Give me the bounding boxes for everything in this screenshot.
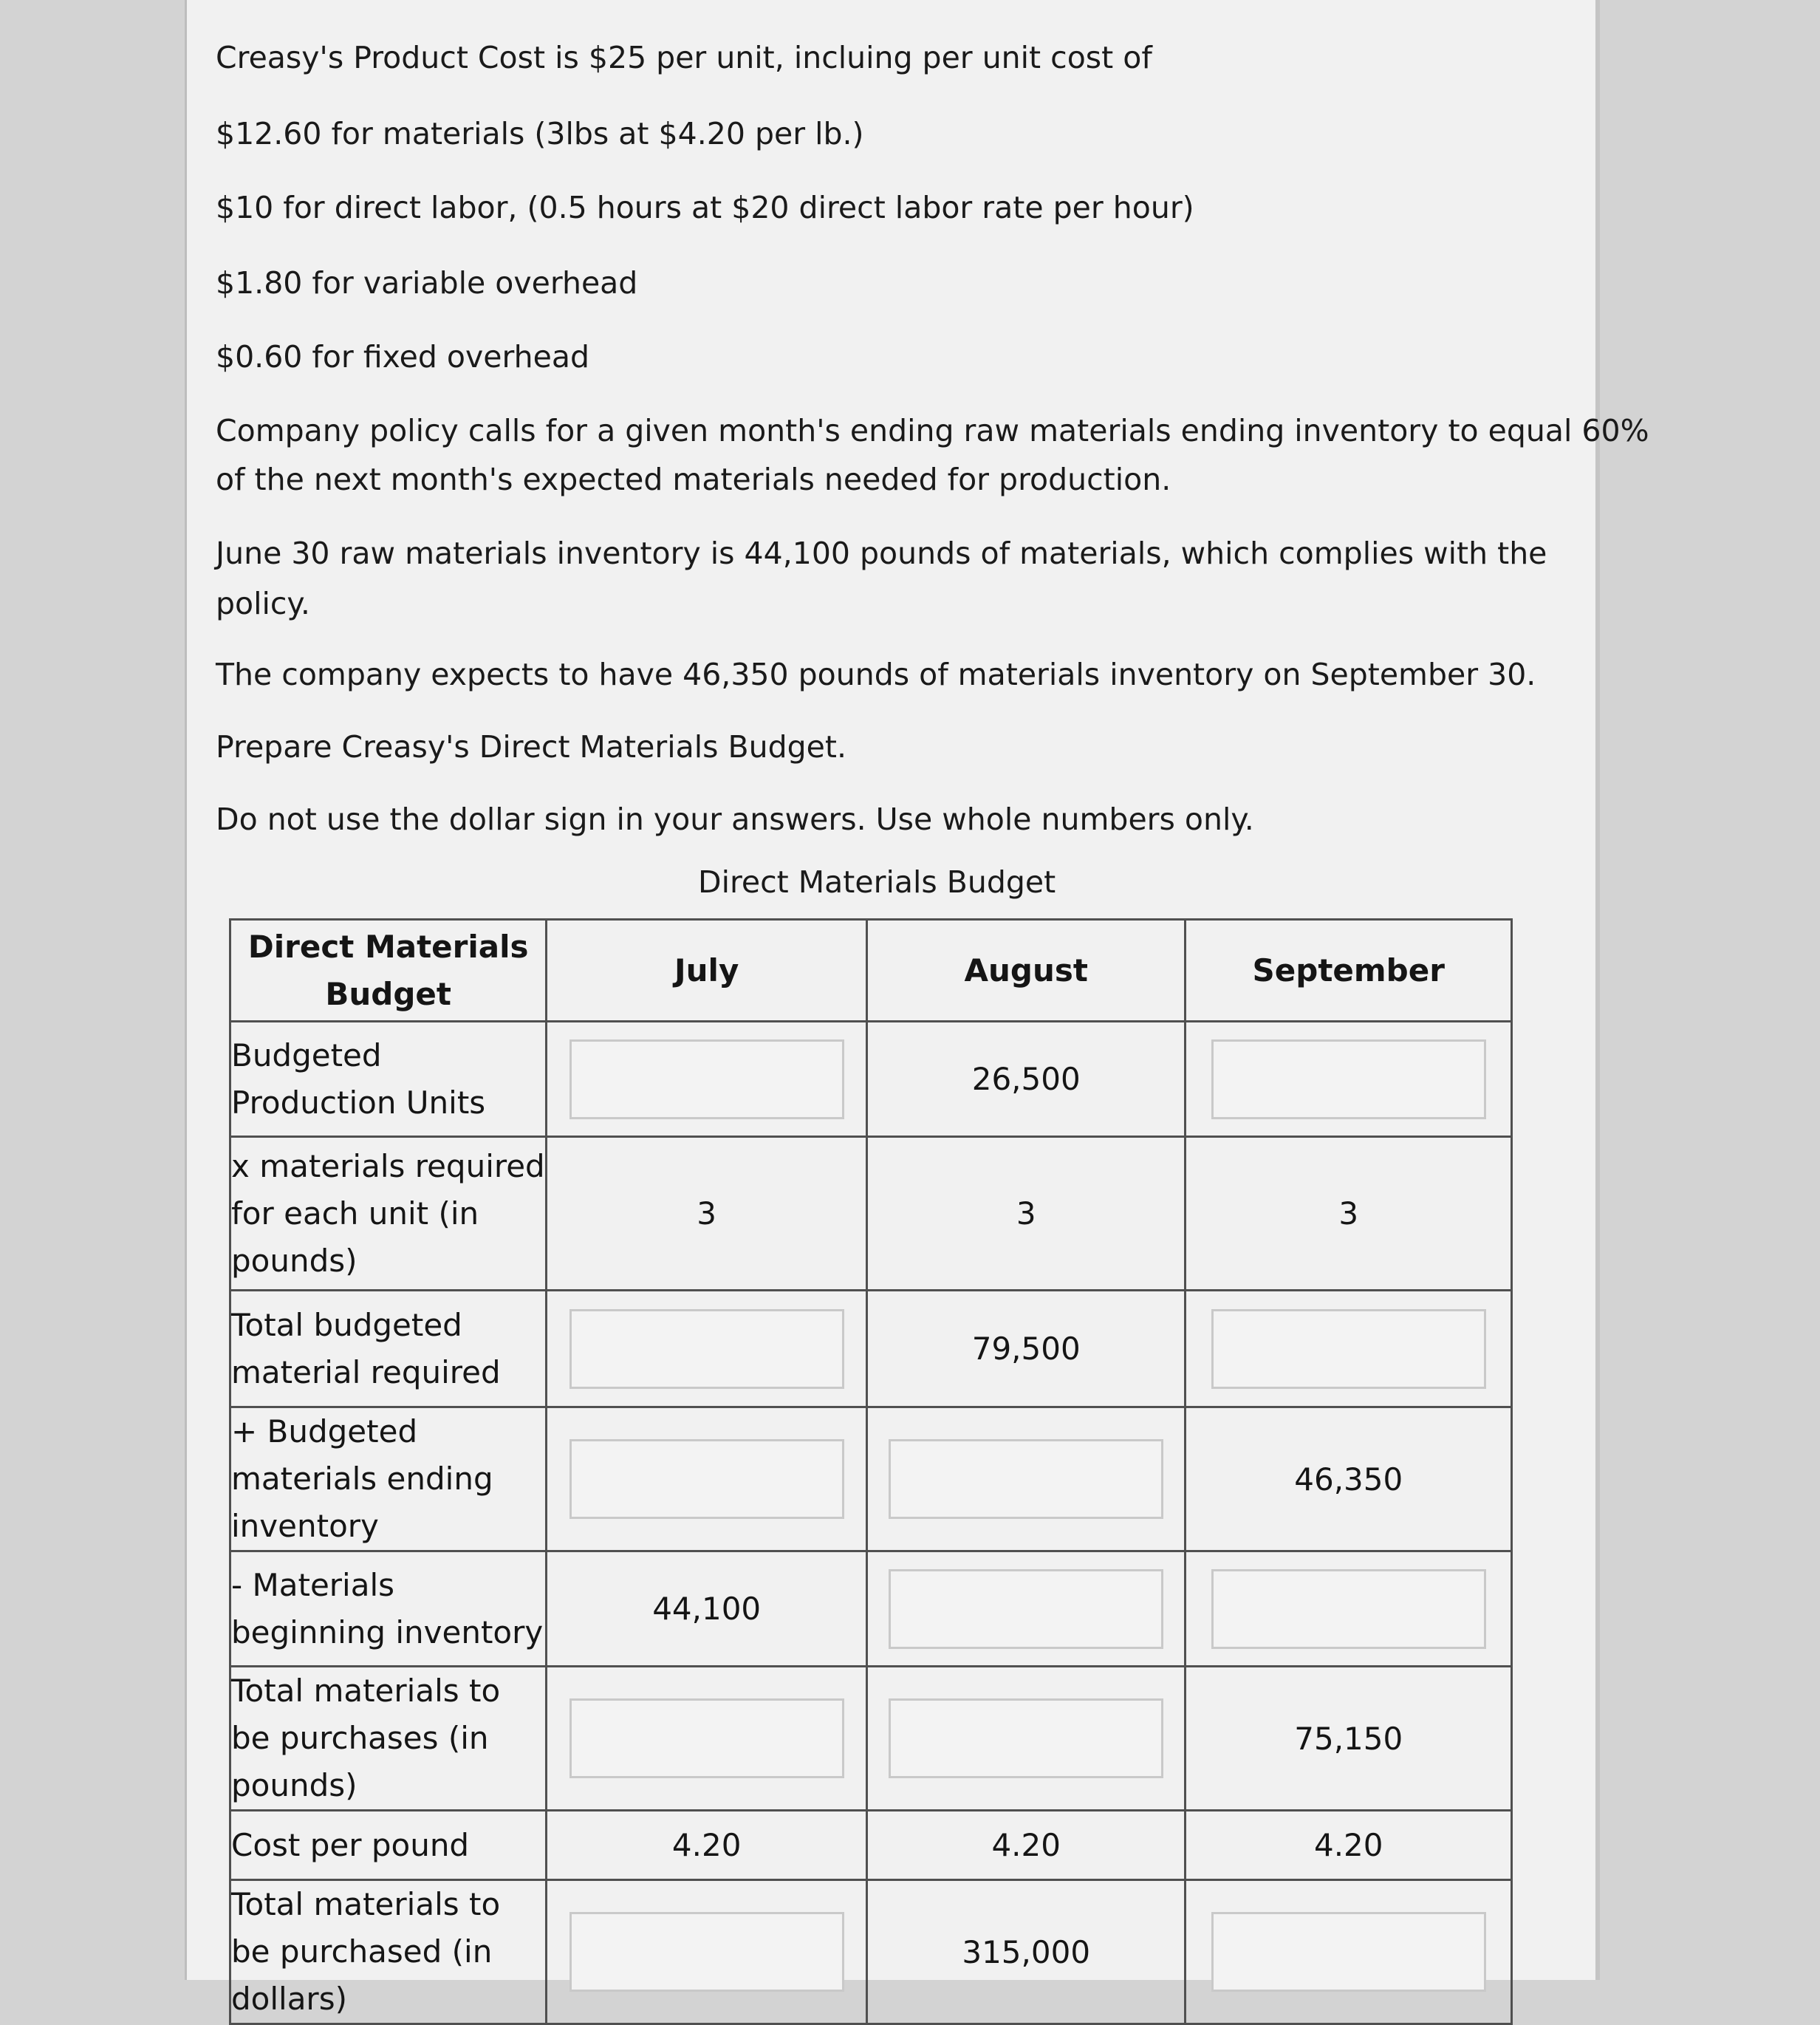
august-cost-per-pound-value: 4.20 — [991, 1827, 1061, 1863]
september-cost-per-pound-value: 4.20 — [1313, 1827, 1383, 1863]
problem-line-7: of the next month's expected materials needed for production. — [216, 462, 1171, 497]
row-label: Total materials to be purchases (in pounds) — [230, 1667, 547, 1811]
row-label: Budgeted Production Units — [230, 1022, 547, 1137]
header-label-line2: Budget — [325, 975, 451, 1012]
august-budgeted-production-value: 26,500 — [971, 1061, 1081, 1097]
row-cost-per-pound — [230, 1811, 1512, 1880]
august-materials-per-unit-value: 3 — [1016, 1195, 1036, 1232]
august-beginning-inventory-input[interactable] — [889, 1569, 1163, 1649]
row-label: + Budgeted materials ending inventory — [230, 1407, 547, 1551]
row-budgeted-production-units — [230, 1022, 1512, 1137]
row-label: Cost per pound — [230, 1811, 547, 1880]
problem-line-12: Do not use the dollar sign in your answers. Use whole numbers only. — [216, 802, 1254, 837]
july-cost-per-pound-value: 4.20 — [671, 1827, 742, 1863]
september-budgeted-production-input[interactable] — [1211, 1039, 1486, 1119]
september-total-material-input[interactable] — [1211, 1309, 1486, 1389]
september-beginning-inventory-input[interactable] — [1211, 1569, 1486, 1649]
row-label: Total budgeted material required — [230, 1291, 547, 1407]
august-purchases-pounds-input[interactable] — [889, 1698, 1163, 1778]
header-september: September — [1186, 920, 1512, 1022]
august-purchases-dollars-value: 315,000 — [962, 1933, 1091, 1970]
header-label-line1: Direct Materials — [247, 928, 529, 965]
table-caption: Direct Materials Budget — [698, 864, 1056, 900]
september-ending-inventory-value: 46,350 — [1294, 1461, 1403, 1498]
header-july: July — [547, 920, 867, 1022]
july-total-material-input[interactable] — [569, 1309, 844, 1389]
july-beginning-inventory-value: 44,100 — [652, 1591, 762, 1627]
september-materials-per-unit-value: 3 — [1338, 1195, 1359, 1232]
problem-line-5: $0.60 for fixed overhead — [216, 339, 589, 375]
july-purchases-pounds-input[interactable] — [569, 1698, 844, 1778]
row-materials-per-unit — [230, 1137, 1512, 1291]
direct-materials-budget-table — [229, 918, 1513, 2025]
august-ending-inventory-input[interactable] — [889, 1439, 1163, 1519]
header-august: August — [866, 920, 1186, 1022]
problem-line-8: June 30 raw materials inventory is 44,100 pounds of materials, which complies with the — [216, 536, 1547, 571]
problem-line-3: $10 for direct labor, (0.5 hours at $20 direct labor rate per hour) — [216, 190, 1194, 225]
row-ending-inventory — [230, 1407, 1512, 1551]
row-label: - Materials beginning inventory — [230, 1551, 547, 1667]
problem-line-6: Company policy calls for a given month's ending raw materials ending inventory to equal 60% — [216, 413, 1649, 448]
august-total-material-value: 79,500 — [971, 1331, 1081, 1367]
problem-line-2: $12.60 for materials (3lbs at $4.20 per lb.) — [216, 116, 864, 151]
july-budgeted-production-input[interactable] — [569, 1039, 844, 1119]
row-label: Total materials to be purchased (in dollars) — [230, 1880, 547, 2024]
row-materials-purchases-dollars — [230, 1880, 1512, 2024]
row-total-budgeted-material — [230, 1291, 1512, 1407]
problem-line-9: policy. — [216, 586, 310, 621]
july-materials-per-unit-value: 3 — [697, 1195, 717, 1232]
table-header-row — [230, 920, 1512, 1022]
row-beginning-inventory — [230, 1551, 1512, 1667]
problem-line-10: The company expects to have 46,350 pounds of materials inventory on September 30. — [216, 657, 1536, 692]
problem-line-4: $1.80 for variable overhead — [216, 265, 638, 301]
header-label — [230, 920, 547, 1022]
july-ending-inventory-input[interactable] — [569, 1439, 844, 1519]
row-materials-purchases-pounds — [230, 1667, 1512, 1811]
row-label: x materials required for each unit (in pounds) — [230, 1137, 547, 1291]
september-purchases-pounds-value: 75,150 — [1294, 1720, 1403, 1757]
problem-line-1: Creasy's Product Cost is $25 per unit, incluing per unit cost of — [216, 40, 1152, 75]
panel-right-border — [1595, 0, 1600, 1980]
problem-line-11: Prepare Creasy's Direct Materials Budget. — [216, 729, 847, 765]
